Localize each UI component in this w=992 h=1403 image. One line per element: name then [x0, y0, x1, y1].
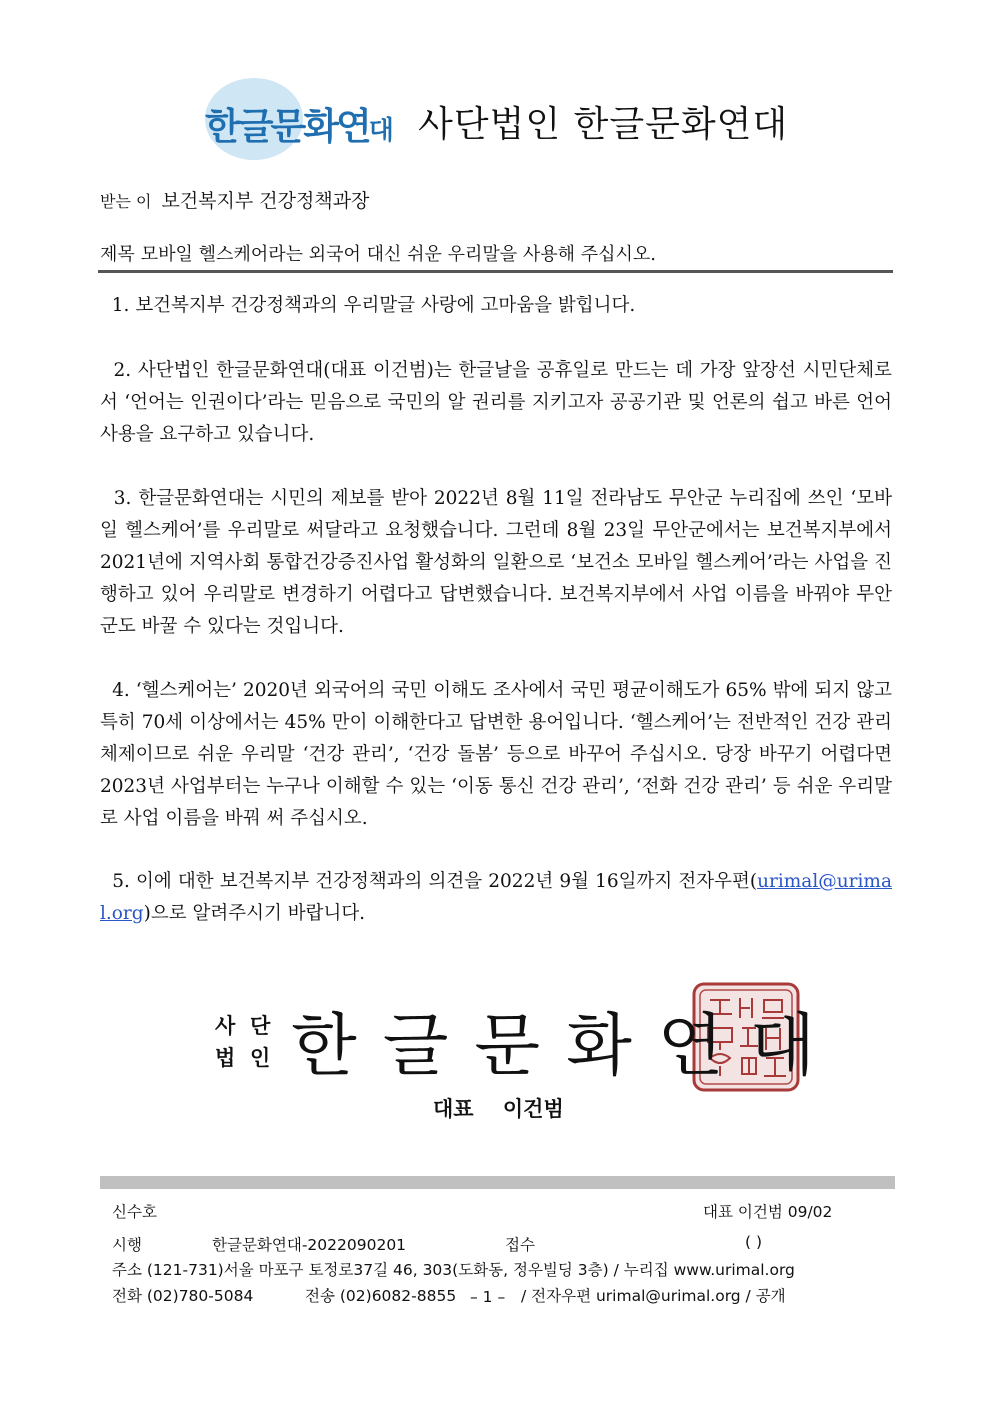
recipient-value: 보건복지부 건강정책과장 [161, 190, 370, 212]
subject-line [100, 240, 656, 266]
recipient-line [100, 186, 369, 213]
signature-representative: 대표 이건범 [433, 1097, 564, 1121]
sig-prefix-4: 인 [250, 1046, 271, 1070]
footer-approver: 대표 이건범 09/02 [703, 1203, 833, 1221]
footer-divider [100, 1176, 895, 1189]
paragraph-1: 1. 보건복지부 건강정책과의 우리말글 사랑에 고마움을 밝힙니다. [111, 295, 636, 316]
org-title: 사단법인 한글문화연대 [418, 104, 789, 145]
page-number: – 1 – [470, 1288, 506, 1306]
footer-enforce-no: 한글문화연대-2022090201 [212, 1236, 407, 1254]
sig-prefix-3: 법 [215, 1046, 236, 1070]
paragraph-5: 5. 이에 대한 보건복지부 건강정책과의 의견을 2022년 9월 16일까지 전자우편(urimal@urimal.org)으로 알려주시기 바랍니다. [100, 871, 892, 924]
subject-value: 모바일 헬스케어라는 외국어 대신 쉬운 우리말을 사용해 주십시오. [140, 244, 657, 265]
paragraph-4: 4. ‘헬스케어는’ 2020년 외국어의 국민 이해도 조사에서 국민 평균이해도가 65% 밖에 되지 않고 특히 70세 이상에서는 45% 만이 이해한다고 답변한 용어입니다. ‘헬스케어’는 전반적인 건강 관리 체제이므로 쉬운 우리말 ‘건강 관리’, ‘건강 돌봄’ 등으로 바꾸어 주십시오. 당장 바꾸기 어렵다면 2023년 사업부터는 누구나 이해할 수 있는 ‘이동 통신 건강 관리’, ‘전화 건강 관리’ 등 쉬운 우리말로 사업 이름을 바꿔 써 주십시오. [100, 680, 892, 829]
sig-prefix-1: 사 [215, 1014, 236, 1038]
footer-address: 주소 (121-731)서울 마포구 토정로37길 46, 303(도화동, 정우빌딩 3층) / 누리집 www.urimal.org [112, 1261, 795, 1279]
footer-phone: 전화 (02)780-5084 [112, 1287, 254, 1305]
org-logo: 한글문화연대 [205, 105, 392, 148]
footer-fax: 전송 (02)6082-8855 [305, 1287, 457, 1305]
footer-email: / 전자우편 urimal@urimal.org / 공개 [521, 1287, 786, 1305]
subject-label: 제목 [100, 244, 135, 265]
footer-receive-label: 접수 [505, 1236, 535, 1254]
header-divider [98, 270, 893, 273]
footer-enforce-label: 시행 [112, 1236, 142, 1254]
recipient-label: 받는 이 [100, 192, 152, 211]
paragraph-3: 3. 한글문화연대는 시민의 제보를 받아 2022년 8월 11일 전라남도 무안군 누리집에 쓰인 ‘모바일 헬스케어’를 우리말로 써달라고 요청했습니다. 그런데 8월 23일 무안군에서는 보건복지부에서 2021년에 지역사회 통합건강증진사업 활성화의 일환으로 ‘보건소 모바일 헬스케어’라는 사업을 진행하고 있어 우리말로 변경하기 어렵다고 답변했습니다. 보건복지부에서 사업 이름을 바꿔야 무안군도 바꿀 수 있다는 것입니다. [100, 488, 892, 637]
footer-sender: 신수호 [112, 1203, 157, 1221]
email-link[interactable]: urimal@urimal.org [100, 871, 892, 924]
footer-receive-value: ( ) [745, 1233, 763, 1251]
paragraph-2: 2. 사단법인 한글문화연대(대표 이건범)는 한글날을 공휴일로 만드는 데 가장 앞장선 시민단체로서 ‘언어는 인권이다’라는 믿음으로 국민의 알 권리를 지키고자 공공기관 및 언론의 쉽고 바른 언어 사용을 요구하고 있습니다. [100, 360, 892, 445]
signature-org-name: 한글문화연대 [291, 1007, 842, 1086]
sig-prefix-2: 단 [250, 1014, 271, 1038]
